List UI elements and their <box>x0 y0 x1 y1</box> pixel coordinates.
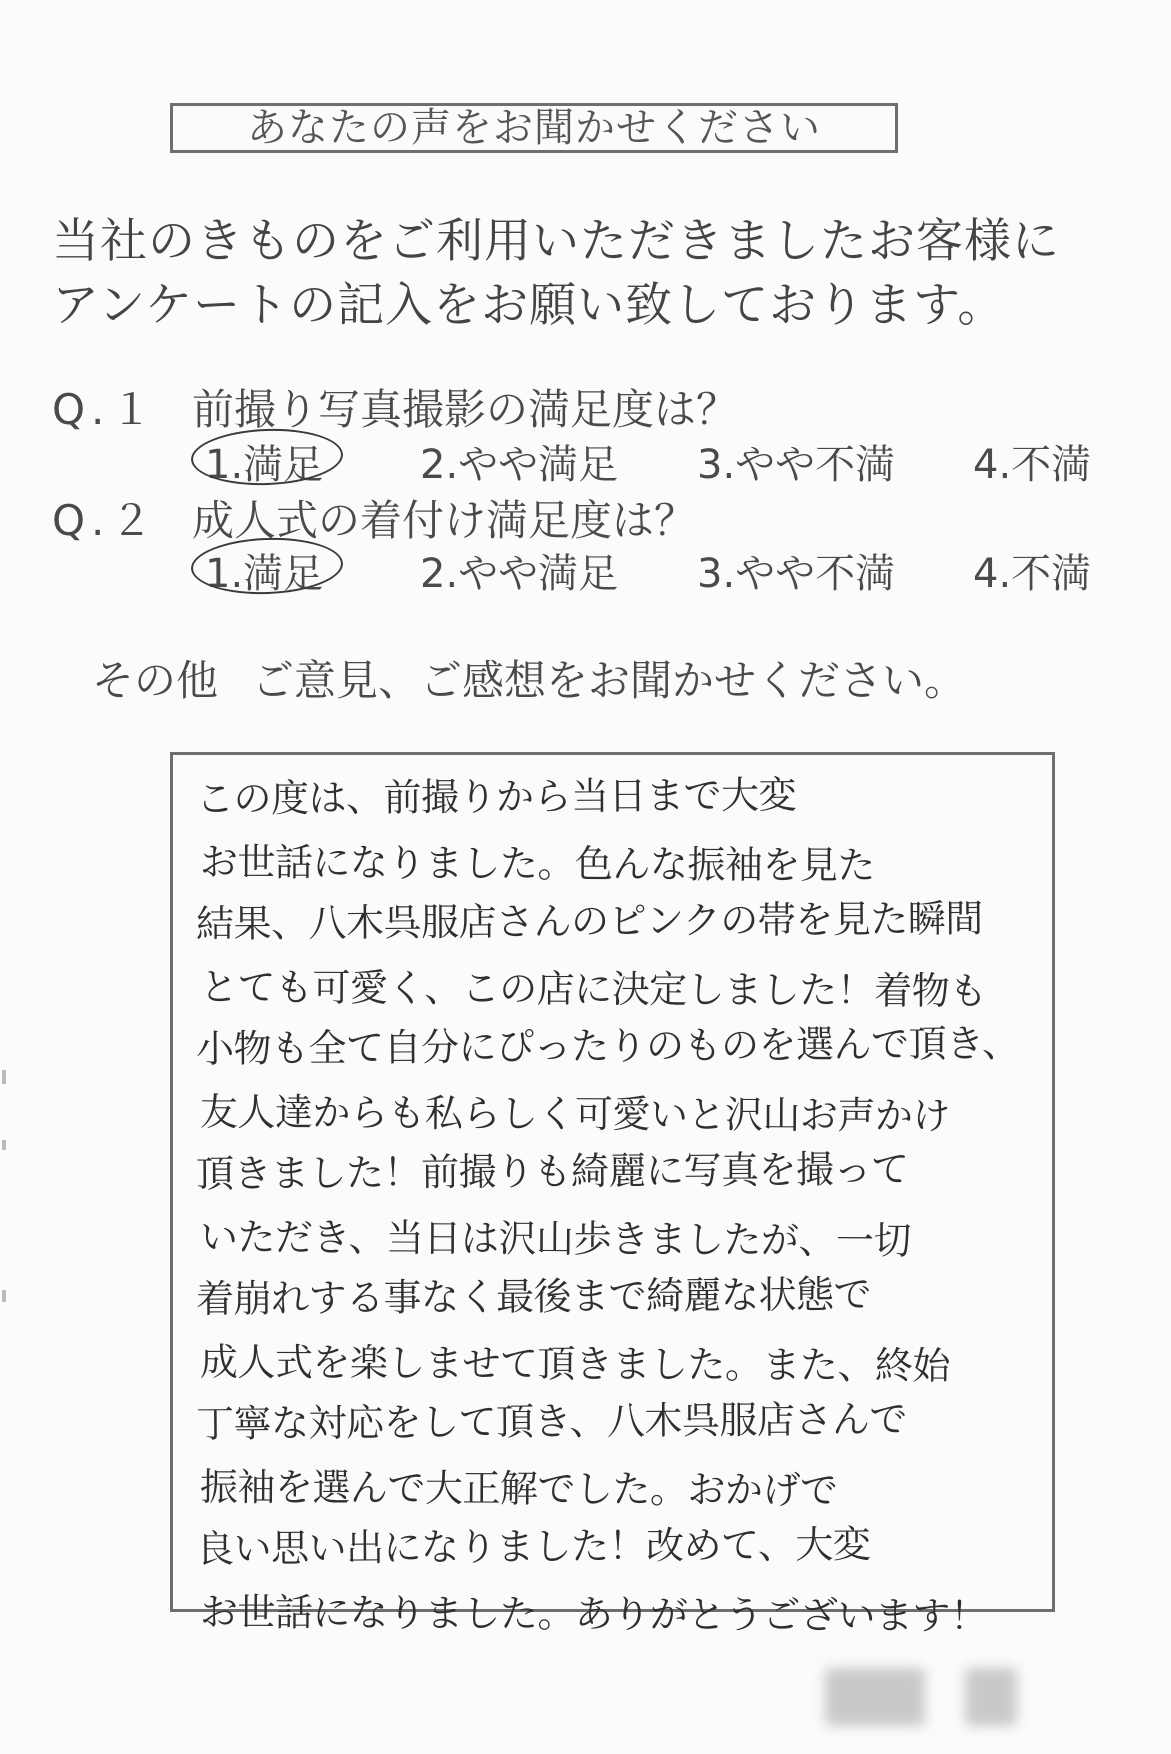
option-somewhat-satisfied[interactable]: 2.やや満足 <box>420 442 619 488</box>
comment-line: お世話になりました。ありがとうございます！ <box>199 1589 988 1638</box>
option-satisfied-circled[interactable]: 1.満足 <box>205 542 323 599</box>
comment-line: 成人式を楽しませて頂きました。また、終始 <box>199 1339 951 1388</box>
survey-title: あなたの声をお聞かせください <box>170 103 898 153</box>
comment-line: 良い思い出になりました！改めて、大変 <box>195 1522 871 1571</box>
question-2 <box>52 488 696 548</box>
comment-line: 友人達からも私らしく可愛いと沢山お声かけ <box>199 1089 951 1138</box>
question-text: 前撮り写真撮影の満足度は？ <box>192 385 739 434</box>
blurred-signature <box>825 1668 925 1726</box>
scan-edge-mark <box>2 1140 6 1150</box>
question-text: 成人式の着付け満足度は？ <box>192 496 697 545</box>
scan-edge-mark <box>2 1070 6 1084</box>
comment-line: 着崩れする事なく最後まで綺麗な状態で <box>195 1272 872 1321</box>
comment-line: とても可愛く、この店に決定しました！着物も <box>199 964 987 1013</box>
question-number: Q.２ <box>52 496 159 545</box>
option-satisfied-circled[interactable]: 1.満足 <box>205 433 323 490</box>
option-dissatisfied[interactable]: 4.不満 <box>973 442 1092 488</box>
comment-line: 結果、八木呉服店さんのピンクの帯を見た瞬間 <box>195 896 983 946</box>
comment-line: 振袖を選んで大正解でした。おかげで <box>199 1464 838 1512</box>
comment-line: 小物も全て自分にぴったりのものを選んで頂き、 <box>195 1021 1020 1071</box>
comments-prompt-part: ご意見、ご感想をお聞かせください。 <box>252 656 967 705</box>
blurred-signature <box>965 1668 1017 1726</box>
question-number: Q.１ <box>52 385 159 434</box>
comment-line: 丁寧な対応をして頂き、八木呉服店さんで <box>195 1397 908 1446</box>
option-somewhat-dissatisfied[interactable]: 3.やや不満 <box>697 551 896 597</box>
scan-edge-mark <box>2 1290 6 1302</box>
comment-line: いただき、当日は沢山歩きましたが、一切 <box>199 1214 912 1263</box>
option-somewhat-dissatisfied[interactable]: 3.やや不満 <box>697 442 896 488</box>
option-dissatisfied[interactable]: 4.不満 <box>973 551 1092 597</box>
intro-text <box>52 210 1132 338</box>
comment-line: この度は、前撮りから当日まで大変 <box>195 772 797 821</box>
handwritten-comment <box>196 768 1056 1643</box>
intro-line: 当社のきものをご利用いただきましたお客様に <box>52 214 1060 269</box>
comments-prompt-part: その他 <box>92 656 219 705</box>
comment-line: 頂きました！前撮りも綺麗に写真を撮って <box>195 1147 909 1196</box>
comments-prompt <box>92 648 966 708</box>
comment-line: お世話になりました。色んな振袖を見た <box>199 839 876 888</box>
intro-line: アンケートの記入をお願い致しております。 <box>52 278 1006 333</box>
option-somewhat-satisfied[interactable]: 2.やや満足 <box>420 551 619 597</box>
question-1 <box>52 377 738 437</box>
